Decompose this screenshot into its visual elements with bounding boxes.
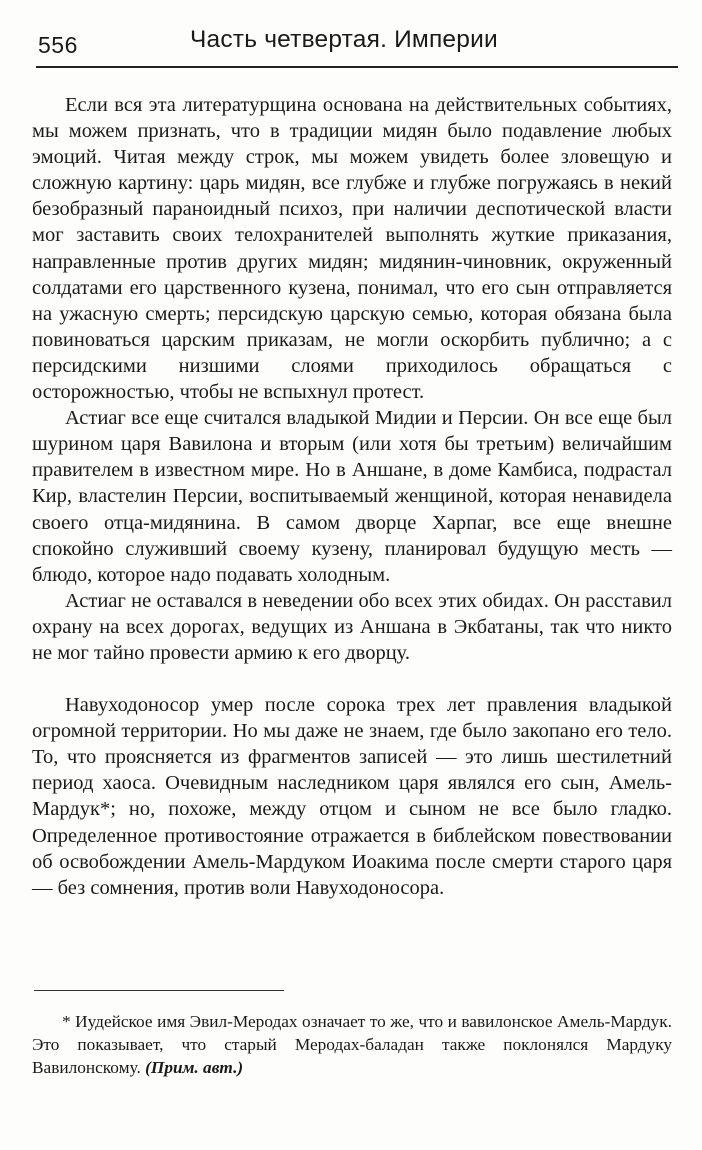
paragraph: Навуходоносор умер после сорока трех лет правления владыкой огромной территории. Но мы даже не знаем, где было закопано его тело. То, что проясняется из фрагментов записей — это лишь шестилетний период хаоса. Очевидным наследником царя являлся его сын, Амель-Мардук*; но, похоже, между отцом и сыном не все было гладко. Определенное противостояние отражается в библейском повествовании об освобождении Амель-Мардуком Иоакима после смерти старого царя — без сомнения, против воли Навуходоносора. [32,694,672,899]
footnote-author-note: (Прим. авт.) [145,1058,244,1077]
footnote-text: * Иудейское имя Эвил-Меродах означает то же, что и вавилонское Амель-Мардук. Это показывает, что старый Меродах-баладан также поклонялся Мардуку Вавилонскому. [32,1012,672,1077]
header-rule [36,66,678,68]
running-title: Часть четвертая. Империи [190,26,498,53]
paragraph: Астиаг не оставался в неведении обо всех этих обидах. Он расставил охрану на всех дорогах, ведущих из Аншана в Экбатаны, так что никто не мог тайно провести армию к его дворцу. [32,589,672,664]
footnote [32,1010,672,1079]
footnote-rule [34,990,284,991]
paragraph: Если вся эта литературщина основана на действительных событиях, мы можем признать, что в традиции мидян было подавление любых эмоций. Читая между строк, мы можем увидеть более зловещую и сложную картину: царь мидян, все глубже и глубже погружаясь в некий безобразный параноидный психоз, при наличии деспотической власти мог заставить своих телохранителей выполнять жуткие приказания, направленные против других мидян; мидянин-чиновник, окруженный солдатами его царственного кузена, понимал, что его сын отправляется на ужасную смерть; персидскую царскую семью, которая обязана была повиноваться царским приказам, не могли оскорбить публично; а с персидскими низшими слоями приходилось обращаться с осторожностью, чтобы не вспыхнул протест. [32,94,672,404]
page-number: 556 [38,32,78,58]
main-text [32,92,672,901]
page-header [36,22,676,68]
paragraph: Астиаг все еще считался владыкой Мидии и Персии. Он все еще был шурином царя Вавилона и вторым (или хотя бы третьим) величайшим правителем в известном мире. Но в Аншане, в доме Камбиса, подрастал Кир, властелин Персии, воспитываемый женщиной, которая ненавидела своего отца-мидянина. В самом дворце Харпаг, все еще внешне спокойно служивший своему кузену, планировал будущую месть — блюдо, которое надо подавать холодным. [32,407,672,586]
